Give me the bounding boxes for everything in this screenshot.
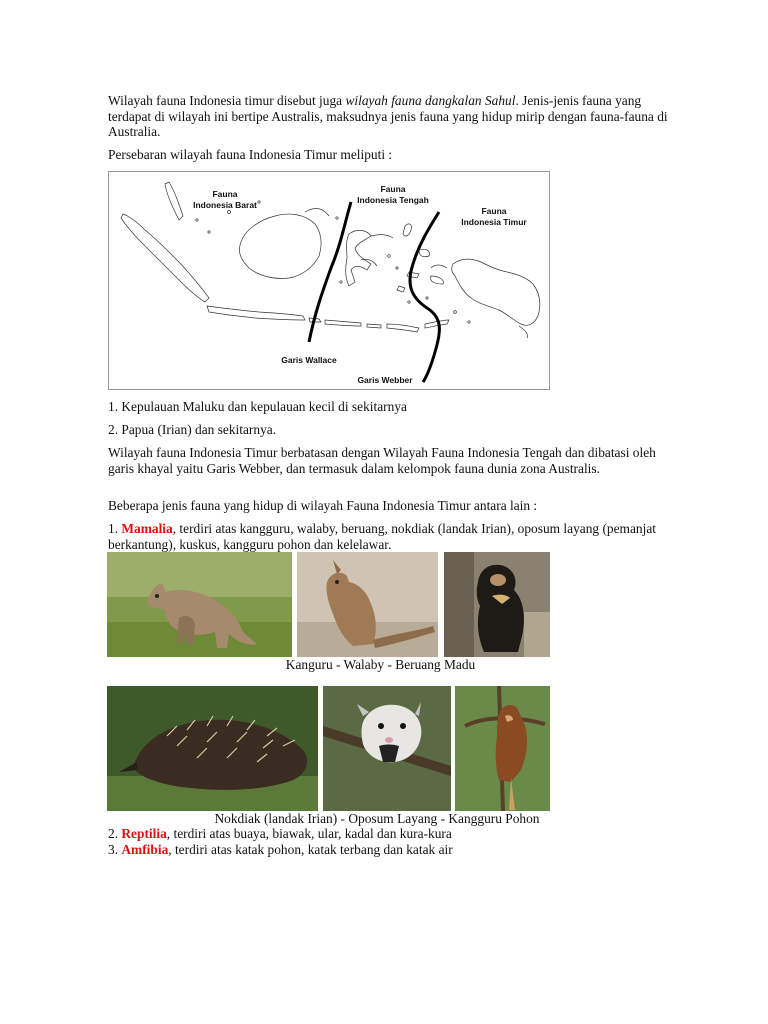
intro-text-1: Wilayah fauna Indonesia timur disebut juga <box>108 93 346 108</box>
label-tengah-1: Fauna <box>380 184 406 194</box>
label-wallace: Garis Wallace <box>281 355 337 365</box>
indonesia-map-drawing <box>109 172 549 389</box>
boundary-paragraph: Wilayah fauna Indonesia Timur berbatasan dengan Wilayah Fauna Indonesia Tengah dan dibatasi oleh garis khayal yaitu Garis Webber, dan termasuk dalam kelompok fauna dunia zona Australis. <box>108 445 656 476</box>
beruang-madu-photo <box>444 552 550 657</box>
kangguru-pohon-photo <box>455 686 550 811</box>
nokdiak-photo <box>107 686 318 811</box>
caption-row-2: Nokdiak (landak Irian) - Oposum Layang - Kangguru Pohon <box>214 811 540 826</box>
list-item-maluku: 1. Kepulauan Maluku dan kepulauan kecil di sekitarnya <box>108 399 407 414</box>
label-tengah-2: Indonesia Tengah <box>357 195 429 205</box>
label-timur-2: Indonesia Timur <box>461 217 527 227</box>
list-item-papua: 2. Papua (Irian) dan sekitarnya. <box>108 422 277 437</box>
walaby-photo <box>297 552 438 657</box>
intro-text-2: . Jenis-jenis fauna yang terdapat di wilayah ini bertipe Australis, maksudnya jenis fauna yang hidup mirip dengan fauna-fauna di Australia. <box>108 93 668 139</box>
oposum-layang-photo <box>323 686 451 811</box>
reptilia-label: Reptilia <box>121 826 167 841</box>
mamalia-label: Mamalia <box>121 521 173 536</box>
intro-paragraph <box>108 93 680 140</box>
intro-italic: wilayah fauna dangkalan Sahul <box>345 93 516 108</box>
label-barat-1: Fauna <box>212 189 238 199</box>
kangaroo-photo <box>107 552 292 657</box>
caption-row-1: Kanguru - Walaby - Beruang Madu <box>285 657 476 672</box>
label-webber: Garis Webber <box>357 375 413 385</box>
persebaran-text: Persebaran wilayah fauna Indonesia Timur meliputi : <box>108 147 393 162</box>
amfibia-paragraph: 3. Amfibia, terdiri atas katak pohon, katak terbang dan katak air <box>108 842 453 857</box>
beberapa-text: Beberapa jenis fauna yang hidup di wilayah Fauna Indonesia Timur antara lain : <box>108 498 538 513</box>
reptilia-paragraph: 2. Reptilia, terdiri atas buaya, biawak, ular, kadal dan kura-kura <box>108 826 452 841</box>
fauna-map <box>108 171 550 390</box>
label-timur-1: Fauna <box>481 206 507 216</box>
label-barat-2: Indonesia Barat <box>193 200 257 210</box>
mamalia-paragraph: 1. Mamalia, terdiri atas kangguru, walaby, beruang, nokdiak (landak Irian), oposum layang (pemanjat berkantung), kuskus, kangguru pohon dan kelelawar. <box>108 521 656 552</box>
amfibia-label: Amfibia <box>121 842 169 857</box>
